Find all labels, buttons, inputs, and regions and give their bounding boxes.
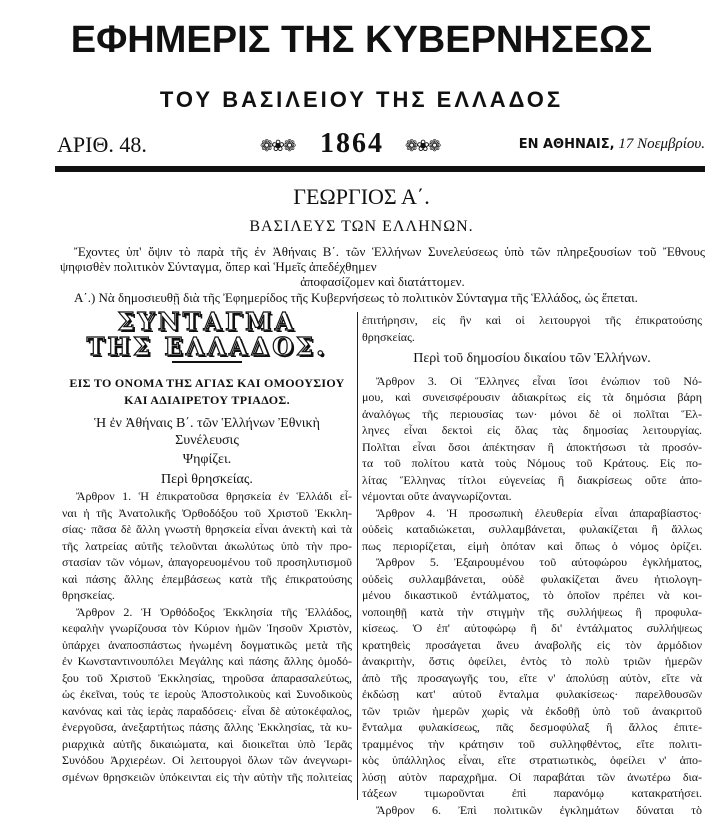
constitution-subtitle: ΤΗΣ ΕΛΛΑΔΟΣ. [62,339,352,356]
intro-line: Α΄.) Νὰ δημοσιευθῇ διὰ τῆς Ἐφημερίδος τῆς Κυβερνήσεως τὸ πολιτικὸν Σύνταγμα τῆς Ἑλλάδος, ὡς ἕπεται. [60,290,705,305]
article-start-line: Ἄρθρον 3. Οἱ Ἕλληνες εἶναι ἴσοι ἐνώπιον τοῦ Νό- [362,373,702,390]
section-heading-religion: Περὶ θρησκείας. [62,472,352,489]
text-line: ὡς ἐκεῖναι, τούς τε ἱεροὺς Ἀποστολικοὺς καὶ Συνοδικοὺς [62,686,352,703]
text-line: λίτας Ἕλληνας τίτλοι εὐγενείας ἢ διακρίσεως οὔτε ἀπο- [362,472,702,489]
decree-intro [60,244,705,305]
text-line: κεφαλὴν γνωρίζουσα τὸν Κύριον ἡμῶν Ἰησοῦν Χριστὸν, [62,620,352,637]
text-line: σίας· πᾶσα δὲ ἄλλη γνωστὴ θρησκεία εἶναι ἀνεκτὴ καὶ τὰ [62,521,352,538]
intro-line: ἀποφασίζομεν καὶ διατάττομεν. [60,274,705,289]
intro-line: Ἔχοντες ὑπ' ὄψιν τὸ παρὰ τῆς ἐν Ἀθήναις Β΄. τῶν Ἑλλήνων Συνελεύσεως ὑπὸ τῶν πληρεξουσίων τοῦ Ἔθνους [60,244,705,259]
text-line: πως περιορίζεται, εἰμὴ ὁπόταν καὶ ὅπως ὁ νόμος ὁρίζει. [362,538,702,555]
masthead-rule [55,166,705,172]
article-start-line: Ἄρθρον 1. Ἡ ἐπικρατοῦσα θρησκεία ἐν Ἑλλάδι εἶ- [62,488,352,505]
left-column [62,312,352,785]
text-line: Πολῖται εἶναι ὅσοι ἀπέκτησαν ἢ ἀποκτήσωσι τὰ προσόν- [362,439,702,456]
text-line: Συνόδου Ἀρχιερέων. Οἱ λειτουργοὶ ὅλων τῶν ἀνεγνωρι- [62,752,352,769]
text-line: ἀνακριτὴν, ὅστις ὀφείλει, ἐντὸς τὸ πολὺ τριῶν ἡμερῶν [362,653,702,670]
right-column [362,312,702,818]
article-start-line: Ἄρθρον 4. Ἡ προσωπικὴ ἐλευθερία εἶναι ἀπαραβίαστος· [362,505,702,522]
votes-line: Ψηφίζει. [62,452,352,469]
assembly-line: Ἡ ἐν Ἀθήναις Β΄. τῶν Ἑλλήνων Ἐθνικὴ Συνέλευσις [62,416,352,449]
section-heading-public-law: Περὶ τοῦ δημοσίου δικαίου τῶν Ἑλλήνων. [362,351,702,368]
text-line: τα τοῦ πολίτου κατὰ τοὺς Νόμους τοῦ Κράτους. Εἰς πο- [362,455,702,472]
text-line: κὸς ὑπάλληλος εἶναι, εἴτε στρατιωτικὸς, ὀφείλει ν' ἀπο- [362,752,702,769]
text-line: ἐπιτήρησιν, εἰς ἣν καὶ οἱ λειτουργοὶ τῆς ἐπικρατούσης [362,312,702,329]
text-line: λύσῃ αὐτὸν παραχρῆμα. Οἱ παραβάται τῶν ἀνωτέρω δια- [362,769,702,786]
issue-date: 17 Νοεμβρίου. [618,136,705,152]
text-line: ληνες εἶναι δεκτοὶ εἰς ὅλας τὰς δημοσίας λειτουργίας. [362,422,702,439]
text-line: θρησκείας. [362,329,702,346]
issue-place-date [519,136,705,153]
text-line: κρατηθεὶς προσάγεται ἄνευ ἀναβολῆς εἰς τὸν ἁρμόδιον [362,637,702,654]
masthead-title: ΕΦΗΜΕΡΙΣ ΤΗΣ ΚΥΒΕΡΝΗΣΕΩΣ [0,8,723,72]
text-line: ὑπάρχει ἀναποσπάστως ἡνωμένη δογματικῶς μετὰ τῆς [62,637,352,654]
constitution-title: ΣΥΝΤΑΓΜΑ [62,314,352,331]
text-line: ἐν Κωνσταντινουπόλει Μεγάλης καὶ πάσης ἄλλης ὁμοδό- [62,653,352,670]
text-line: νέμονται οὔτε ἀναγνωρίζονται. [362,488,702,505]
issue-place: ΕΝ ΑΘΗΝΑΙΣ, [519,137,615,152]
text-line: τραμμένος τὴν κράτησιν τοῦ συλληφθέντος, εἴτε πολιτι- [362,736,702,753]
text-line: κίσεως. Ὁ ἐπ' αὐτοφώρῳ ἢ δι' ἐντάλματος συλλήψεως [362,620,702,637]
issue-number: ΑΡΙΘ. 48. [57,132,147,158]
article-text [362,373,702,818]
intro-line: ψηφισθὲν πολιτικὸν Σύνταγμα, ὅπερ καὶ Ἡμεῖς ἀπεδέχθημεν [60,259,705,274]
article-text [62,488,352,785]
text-line: μου, καὶ συνεισφέρουσιν ἀδιακρίτως εἰς τὰ δημόσια βάρη [362,389,702,406]
text-line: ἀναλόγως τῆς περιουσίας των· μόνοι δὲ οἱ πολῖται Ἕλ- [362,406,702,423]
invocation-line: ΚΑΙ ΑΔΙΑΙΡΕΤΟΥ ΤΡΙΑΔΟΣ. [62,392,352,409]
text-line: νοποιηθῇ κατὰ τὴν στιγμὴν τῆς συλλήψεως ἢ προφυλα- [362,604,702,621]
masthead-subtitle: ΤΟΥ ΒΑΣΙΛΕΙΟΥ ΤΗΣ ΕΛΛΑΔΟΣ [0,82,723,118]
text-line: οὐδεὶς καταδιώκεται, συλλαμβάνεται, φυλακίζεται ἢ ἄλλως [362,521,702,538]
ornament-right-icon: ❁❀❁ [405,136,439,156]
text-line: στασίαν τῶν νόμων, ἀπαγορευομένου τοῦ προσηλυτισμοῦ [62,554,352,571]
text-line: σμένων θρησκειῶν ὑπόκεινται εἰς τὴν αὐτὴν τῆς πολιτείας [62,769,352,786]
text-line: κανόνας καὶ τὰς ἱερὰς παραδόσεις· εἶναι δὲ αὐτοκέφαλος, [62,703,352,720]
text-line: θρησκείας. [62,587,352,604]
text-line: τῶν τριῶν ἡμερῶν χωρὶς νὰ ἐκδοθῇ ὑπὸ τοῦ ἀνακριτοῦ [362,703,702,720]
ornament-left-icon: ❁❀❁ [260,136,294,156]
issue-year: 1864 [320,128,384,160]
text-line: ἔνταλμα φυλακίσεως, πᾶς δεσμοφύλαξ ἢ ἄλλος ἐπιτε- [362,719,702,736]
text-line: ριαρχικὰ αὐτῆς δικαιώματα, καὶ διοικεῖται ὑπὸ Ἱερᾶς [62,736,352,753]
text-line: ἐνεργοῦσα, ἀνεξαρτήτως πάσης ἄλλης Ἐκκλησίας, τὰ κυ- [62,719,352,736]
text-line: ἐκδώσῃ κατ' αὐτοῦ ἔνταλμα φυλακίσεως· παρελθουσῶν [362,686,702,703]
column-divider [357,312,358,800]
text-line: τάξεων τιμωροῦνται ἐπὶ παρανόμῳ κατακρατήσει. [362,785,702,802]
article-start-line: Ἄρθρον 5. Ἐξαιρουμένου τοῦ αὐτοφώρου ἐγκλήματος, [362,554,702,571]
text-line: ξου τοῦ Χριστοῦ Ἐκκλησίας, τηροῦσα ἀπαρασαλεύτως, [62,670,352,687]
text-line: οὐδεὶς συλλαμβάνεται, οὐδὲ φυλακίζεται ἄνευ ἠτιολογη- [362,571,702,588]
title-rule [172,361,242,363]
king-title: ΒΑΣΙΛΕΥΣ ΤΩΝ ΕΛΛΗΝΩΝ. [0,218,723,236]
article-start-line: Ἄρθρον 6. Ἐπὶ πολιτικῶν ἐγκλημάτων δύναται τὸ [362,802,702,818]
text-line: ἀπὸ τῆς προσαγωγῆς του, εἴτε ν' ἀπολύσῃ αὐτὸν, εἴτε νὰ [362,670,702,687]
article-start-line: Ἄρθρον 2. Ἡ Ὀρθόδοξος Ἐκκλησία τῆς Ἑλλάδος, [62,604,352,621]
issue-info-line [55,132,705,160]
text-line: μένου δικαστικοῦ ἐντάλματος, τὸ ὁποῖον πρέπει νὰ κοι- [362,587,702,604]
text-line: τῆς λατρείας αὐτῆς τελοῦνται ἀκωλύτως ὑπὸ τὴν προ- [62,538,352,555]
invocation-line: ΕΙΣ ΤΟ ΟΝΟΜΑ ΤΗΣ ΑΓΙΑΣ ΚΑΙ ΟΜΟΟΥΣΙΟΥ [62,375,352,392]
king-name: ΓΕΩΡΓΙΟΣ Α΄. [0,184,723,210]
text-line: καὶ πάσης ἄλλης ἐπεμβάσεως κατὰ τῆς ἐπικρατούσης [62,571,352,588]
text-line: ναι ἡ τῆς Ἀνατολικῆς Ὀρθοδόξου τοῦ Χριστοῦ Ἐκκλη- [62,505,352,522]
